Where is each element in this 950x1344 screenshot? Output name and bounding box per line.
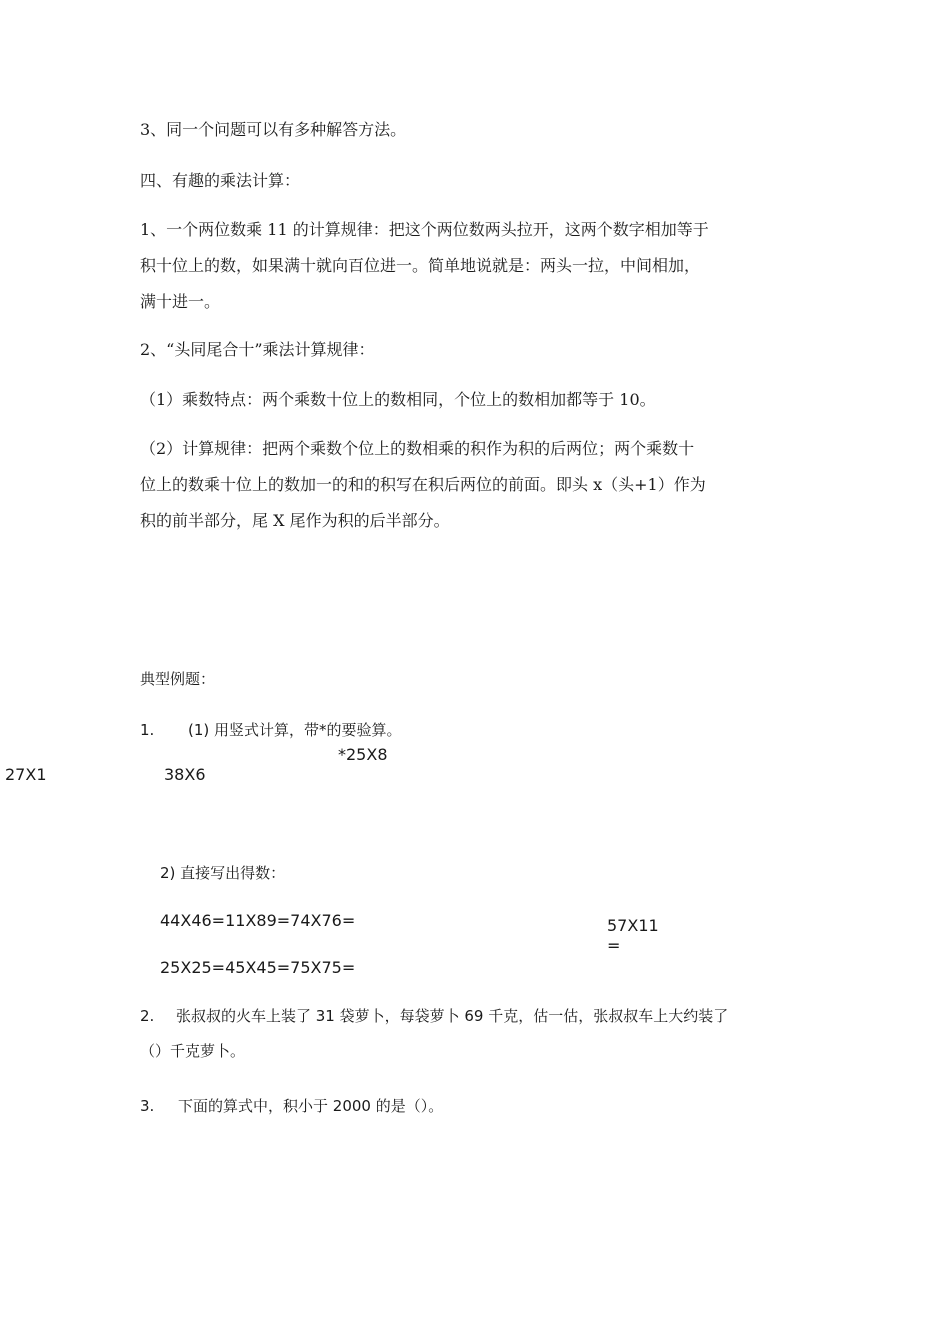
expression-25x8: *25X8 [338, 745, 388, 764]
question-2-number: 2. [140, 1007, 155, 1025]
expression-38x6: 38X6 [164, 765, 206, 784]
question-2-line-2: （）千克萝卜。 [140, 1042, 246, 1060]
rule-2-part-1: （1）乘数特点：两个乘数十位上的数相同，个位上的数相加都等于 10。 [140, 390, 656, 409]
rule-2-part-2 [140, 431, 820, 539]
question-2 [140, 1006, 728, 1026]
question-1-instruction: (1) 用竖式计算，带*的要验算。 [188, 721, 402, 739]
rule-2-heading: 2、“头同尾合十”乘法计算规律： [140, 340, 375, 359]
rule-1-line-1: 1、一个两位数乘 11 的计算规律：把这个两位数两头拉开，这两个数字相加等于 [140, 220, 709, 239]
question-1-number: 1. [140, 721, 155, 739]
mental-math-row-2: 25X25=45X45=75X75= [160, 958, 356, 977]
rule-1-line-2: 积十位上的数，如果满十就向百位进一。简单地说就是：两头一拉，中间相加， [140, 256, 701, 275]
question-3-number: 3. [140, 1097, 155, 1115]
question-1 [140, 720, 402, 740]
examples-heading: 典型例题： [140, 670, 216, 688]
note-item-3: 3、同一个问题可以有多种解答方法。 [140, 120, 407, 139]
rule-1-line-3: 满十进一。 [140, 292, 221, 311]
mental-math-57x11-equals: = [607, 936, 621, 955]
mental-math-57x11 [607, 916, 659, 956]
rule-2-part-2-line-3: 积的前半部分，尾 X 尾作为积的后半部分。 [140, 511, 450, 530]
section-4-heading: 四、有趣的乘法计算： [140, 171, 301, 190]
question-3-text: 下面的算式中，积小于 2000 的是（）。 [178, 1097, 444, 1115]
rule-1-paragraph [140, 212, 820, 320]
question-2-line-1: 张叔叔的火车上装了 31 袋萝卜，每袋萝卜 69 千克，估一估，张叔叔车上大约装了 [176, 1007, 729, 1025]
rule-2-part-2-line-2: 位上的数乘十位上的数加一的和的积写在积后两位的前面。即头 x（头+1）作为 [140, 475, 706, 494]
question-3 [140, 1096, 443, 1116]
rule-2-part-2-line-1: （2）计算规律：把两个乘数个位上的数相乘的积作为积的后两位；两个乘数十 [140, 439, 695, 458]
expression-27x1: 27X1 [5, 765, 47, 784]
question-1-part-2-label: 2) 直接写出得数： [160, 864, 286, 882]
mental-math-57x11-expr: 57X11 [607, 916, 659, 935]
mental-math-row-1: 44X46=11X89=74X76= [160, 911, 356, 930]
